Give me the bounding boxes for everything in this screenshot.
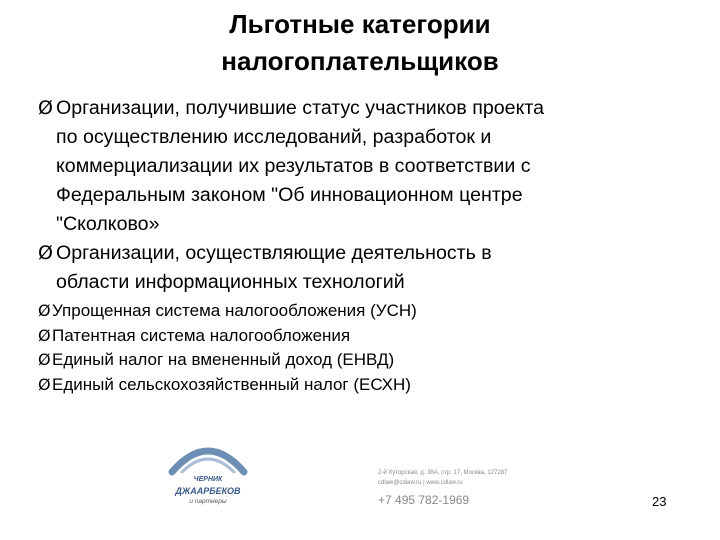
bullet-item-skolkovo xyxy=(38,94,698,239)
bullet-line: Патентная система налогообложения xyxy=(52,325,351,345)
arrow-bullet-icon: Ø xyxy=(38,242,53,264)
bullet-item-envd xyxy=(38,348,698,373)
logo-line-3: и партнеры xyxy=(189,498,227,505)
bullet-line: "Сколково» xyxy=(56,213,160,235)
bullet-line: области информационных технологий xyxy=(56,271,405,293)
logo-arc-icon xyxy=(162,432,254,482)
bullet-list xyxy=(38,94,698,397)
bullet-line: Единый налог на вмененный доход (ЕНВД) xyxy=(52,350,395,369)
bullet-item-patent xyxy=(38,324,698,349)
company-logo xyxy=(162,432,254,524)
arrow-bullet-icon: Ø xyxy=(38,325,51,345)
bullet-text xyxy=(56,94,544,239)
bullet-line: Организации, получившие статус участников проекта xyxy=(56,97,545,119)
bullet-line: по осуществлению исследований, разработок и xyxy=(56,126,492,148)
contact-phone: +7 495 782-1969 xyxy=(378,493,470,507)
arrow-bullet-icon: Ø xyxy=(38,374,51,394)
bullet-line: Единый сельскохозяйственный налог (ЕСХН) xyxy=(52,374,411,394)
arrow-bullet-icon: Ø xyxy=(38,350,51,369)
slide-title xyxy=(0,6,720,80)
bullet-item-it xyxy=(38,239,698,297)
bullet-line: Федеральным законом "Об инновационном центре xyxy=(56,184,523,206)
logo-line-2: ДЖААРБЕКОВ xyxy=(175,486,241,496)
arrow-bullet-icon: Ø xyxy=(38,301,51,320)
arrow-bullet-icon: Ø xyxy=(38,97,53,119)
contact-block xyxy=(378,468,578,509)
title-line-2: налогоплательщиков xyxy=(221,46,499,76)
contact-web: cdlaw@cdlaw.ru | www.cdlaw.ru xyxy=(378,480,463,486)
bullet-line: Организации, осуществляющие деятельность в xyxy=(56,242,492,264)
logo-line-1: ЧЕРНИК xyxy=(193,476,223,483)
title-line-1: Льготные категории xyxy=(229,9,491,39)
bullet-text xyxy=(56,239,492,297)
bullet-item-usn xyxy=(38,299,698,324)
bullet-line: коммерциализации их результатов в соответствии с xyxy=(56,155,531,177)
bullet-item-eshn xyxy=(38,373,698,398)
contact-address: 2-й Хуторская, д. 38А, стр. 17, Москва, 127287 xyxy=(378,470,508,476)
bullet-line: Упрощенная система налогообложения (УСН) xyxy=(52,301,417,320)
page-number: 23 xyxy=(652,494,667,509)
